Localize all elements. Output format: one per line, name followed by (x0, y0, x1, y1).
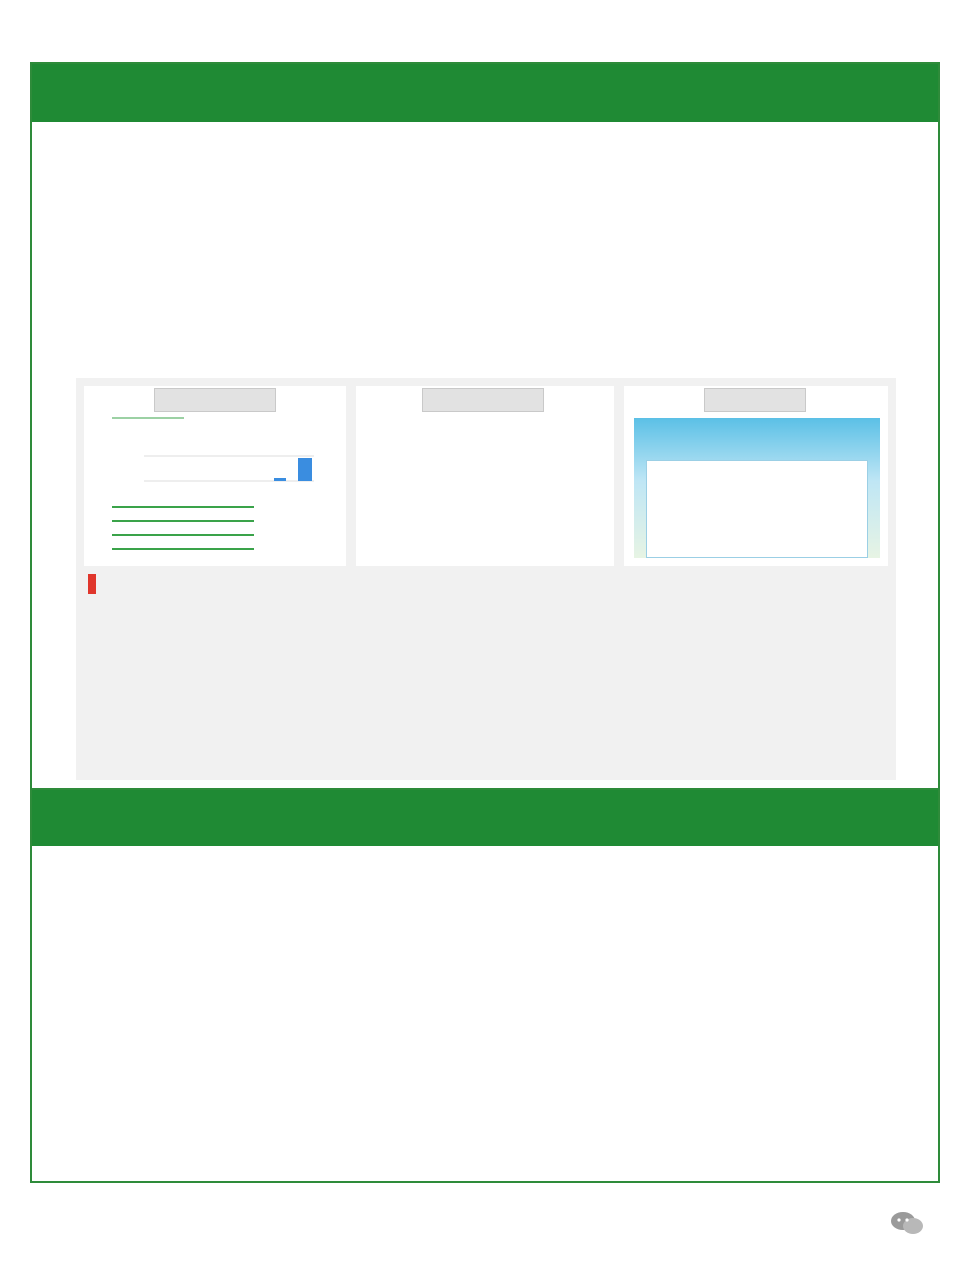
panel1-mini-chart (84, 386, 346, 566)
panel-cloud-test (84, 386, 346, 566)
survey-form (646, 460, 868, 558)
survey-image (634, 418, 880, 558)
chart-legend (256, 576, 856, 592)
section-title (32, 64, 938, 122)
watermark (890, 1210, 930, 1236)
innovation-box (30, 790, 940, 1183)
panel-survey (624, 386, 888, 566)
innovation-title (32, 790, 938, 846)
panel2-bar-chart (356, 386, 614, 566)
evaluation-figure (76, 378, 896, 780)
teaching-effect-box (30, 62, 940, 790)
growth-line-charts (76, 596, 896, 780)
wechat-icon (890, 1210, 924, 1236)
panel3-title (704, 388, 806, 412)
growth-chart-title (88, 574, 96, 594)
panel-learning-data (356, 386, 614, 566)
